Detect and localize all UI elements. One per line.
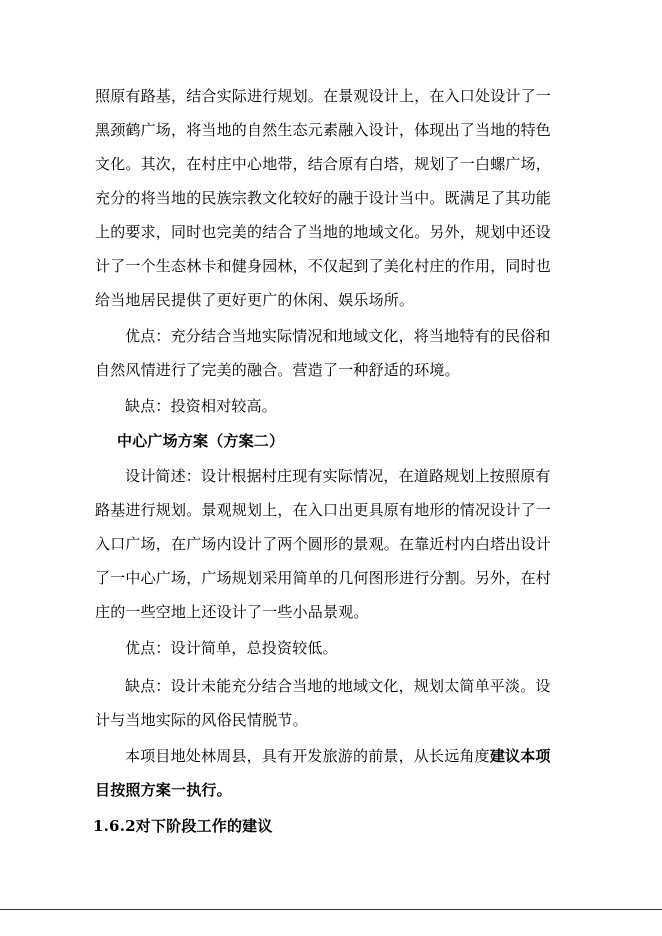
cons-line: 缺点：设计未能充分结合当地的地域文化，规划太简单平淡。设	[125, 677, 551, 695]
paragraph-line: 路基进行规划。景观规划上，在入口出更具原有地形的情况设计了一	[95, 501, 552, 519]
paragraph-line: 上的要求，同时也完美的结合了当地的地域文化。另外，规划中还设	[95, 223, 552, 241]
paragraph-line: 照原有路基，结合实际进行规划。在景观设计上，在入口处设计了一	[95, 87, 552, 105]
pros-line: 优点：设计简单，总投资较低。	[125, 639, 338, 657]
paragraph-line: 入口广场，在广场内设计了两个圆形的景观。在靠近村内白塔出设计	[95, 535, 552, 553]
recommendation-line	[125, 740, 565, 772]
recommendation-bold-line: 目按照方案一执行。	[95, 781, 232, 799]
paragraph-line: 充分的将当地的民族宗教文化较好的融于设计当中。既满足了其功能	[95, 189, 552, 207]
cons-line: 缺点：投资相对较高。	[125, 397, 278, 415]
paragraph-line: 自然风情进行了完美的融合。营造了一种舒适的环境。	[95, 361, 460, 379]
recommendation-bold: 建议本项	[489, 747, 551, 765]
section-heading-plan-two: 中心广场方案（方案二）	[117, 432, 285, 450]
recommendation-text: 本项目地处林周县，具有开发旅游的前景，从长远角度	[125, 747, 490, 765]
section-heading-next-stage: 1.6.2对下阶段工作的建议	[93, 817, 273, 835]
paragraph-line: 计了一个生态林卡和健身园林，不仅起到了美化村庄的作用，同时也	[95, 257, 552, 275]
paragraph-line: 了一中心广场，广场规划采用简单的几何图形进行分割。另外，在村	[95, 569, 552, 587]
footer-divider	[0, 909, 662, 910]
paragraph-line: 计与当地实际的风俗民情脱节。	[95, 711, 308, 729]
paragraph-line: 黑颈鹤广场，将当地的自然生态元素融入设计，体现出了当地的特色	[95, 121, 552, 139]
pros-line: 优点：充分结合当地实际情况和地域文化，将当地特有的民俗和	[125, 327, 551, 345]
paragraph-line: 文化。其次，在村庄中心地带，结合原有白塔，规划了一白螺广场，	[95, 155, 552, 173]
design-summary-line: 设计简述：设计根据村庄现有实际情况，在道路规划上按照原有	[125, 467, 551, 485]
paragraph-line: 给当地居民提供了更好更广的休闲、娱乐场所。	[95, 291, 415, 309]
paragraph-line: 庄的一些空地上还设计了一些小品景观。	[95, 603, 369, 621]
